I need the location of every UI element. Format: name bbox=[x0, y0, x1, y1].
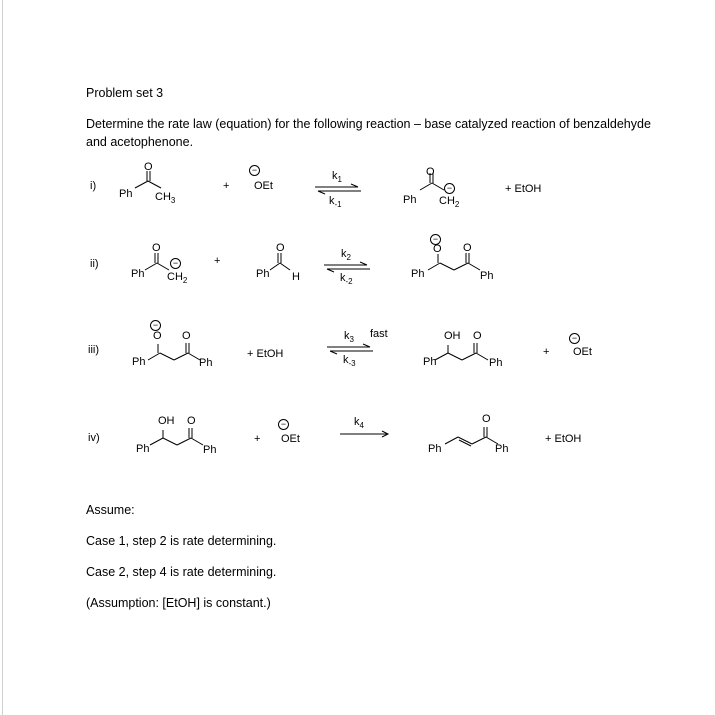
oxygen-label: O bbox=[463, 242, 472, 254]
hydrogen-label: H bbox=[292, 271, 300, 283]
assume-heading: Assume: bbox=[86, 503, 135, 517]
phenyl-label: Ph bbox=[132, 356, 146, 368]
phenyl-label: Ph bbox=[411, 268, 425, 280]
rate-constant-k4: $k_4$ bbox=[354, 416, 364, 430]
phenyl-label: Ph bbox=[495, 443, 509, 455]
step-label-i: i) bbox=[90, 180, 97, 192]
oxygen-label: O bbox=[144, 161, 153, 173]
plus-sign: + bbox=[223, 180, 230, 192]
plus-sign: + bbox=[214, 255, 221, 267]
forward-arrow-4 bbox=[338, 430, 393, 440]
equilibrium-arrow-2 bbox=[322, 262, 372, 272]
phenyl-label: Ph bbox=[480, 270, 494, 282]
phenyl-label: Ph bbox=[131, 268, 145, 280]
plus-sign: + bbox=[543, 346, 550, 358]
negative-charge-icon bbox=[444, 183, 455, 194]
oxygen-label: O bbox=[187, 415, 196, 427]
rate-constant-k-2: $k_{-2}$ bbox=[340, 272, 353, 286]
rate-constant-k1: $k_1$ bbox=[332, 170, 342, 184]
phenyl-label: Ph bbox=[489, 357, 503, 369]
step-label-iii: iii) bbox=[88, 344, 99, 356]
oxygen-label: O bbox=[182, 330, 191, 342]
methyl-label: $CH_3$ bbox=[155, 191, 176, 205]
hydroxyl-label: OH bbox=[158, 415, 175, 427]
case-2-text: Case 2, step 4 is rate determining. bbox=[86, 565, 277, 579]
phenyl-label: Ph bbox=[119, 188, 133, 200]
oxygen-label: O bbox=[433, 243, 442, 255]
methylene-carbanion-label: $CH_2$ bbox=[167, 271, 188, 285]
negative-charge-icon bbox=[170, 258, 181, 269]
ethanol-product: + EtOH bbox=[545, 433, 582, 445]
rate-constant-k3: $k_3$ bbox=[344, 330, 354, 344]
rate-constant-k2: $k_2$ bbox=[341, 248, 351, 262]
page-edge bbox=[2, 0, 3, 715]
phenyl-label: Ph bbox=[428, 443, 442, 455]
negative-charge-icon bbox=[278, 419, 289, 430]
case-1-text: Case 1, step 2 is rate determining. bbox=[86, 534, 277, 548]
phenyl-label: Ph bbox=[203, 444, 217, 456]
hydroxyl-label: OH bbox=[444, 330, 461, 342]
rate-constant-k-1: $k_{-1}$ bbox=[329, 195, 342, 209]
ethanol-product: + EtOH bbox=[505, 183, 542, 195]
ethanol-reactant: + EtOH bbox=[247, 348, 284, 360]
step-label-ii: ii) bbox=[90, 258, 99, 270]
fast-step-note: fast bbox=[370, 328, 388, 340]
oxygen-label: O bbox=[153, 330, 162, 342]
ethoxide-label: OEt bbox=[573, 346, 592, 358]
phenyl-label: Ph bbox=[136, 443, 150, 455]
negative-charge-icon bbox=[249, 165, 260, 176]
ethoxide-label: OEt bbox=[281, 433, 300, 445]
rate-constant-k-3: $k_{-3}$ bbox=[343, 354, 356, 368]
oxygen-label: O bbox=[152, 242, 161, 254]
intro-line-2: and acetophenone. bbox=[86, 135, 194, 149]
assumption-text: (Assumption: [EtOH] is constant.) bbox=[86, 596, 271, 610]
intro-line-1: Determine the rate law (equation) for the following reaction – base catalyzed reaction of benzaldehyde bbox=[86, 117, 651, 131]
step-label-iv: iv) bbox=[88, 432, 100, 444]
phenyl-label: Ph bbox=[256, 268, 270, 280]
negative-charge-icon bbox=[569, 333, 580, 344]
phenyl-label: Ph bbox=[199, 357, 213, 369]
oxygen-label: O bbox=[426, 166, 435, 178]
problem-title: Problem set 3 bbox=[86, 86, 164, 100]
methylene-carbanion-label: $CH_2$ bbox=[439, 195, 460, 209]
phenyl-label: Ph bbox=[423, 356, 437, 368]
ethoxide-label: OEt bbox=[254, 180, 273, 192]
oxygen-label: O bbox=[276, 242, 285, 254]
equilibrium-arrow-3 bbox=[325, 344, 375, 354]
phenyl-label: Ph bbox=[403, 194, 417, 206]
equilibrium-arrow-1 bbox=[313, 184, 363, 194]
oxygen-label: O bbox=[482, 413, 491, 425]
plus-sign: + bbox=[254, 433, 261, 445]
oxygen-label: O bbox=[473, 330, 482, 342]
